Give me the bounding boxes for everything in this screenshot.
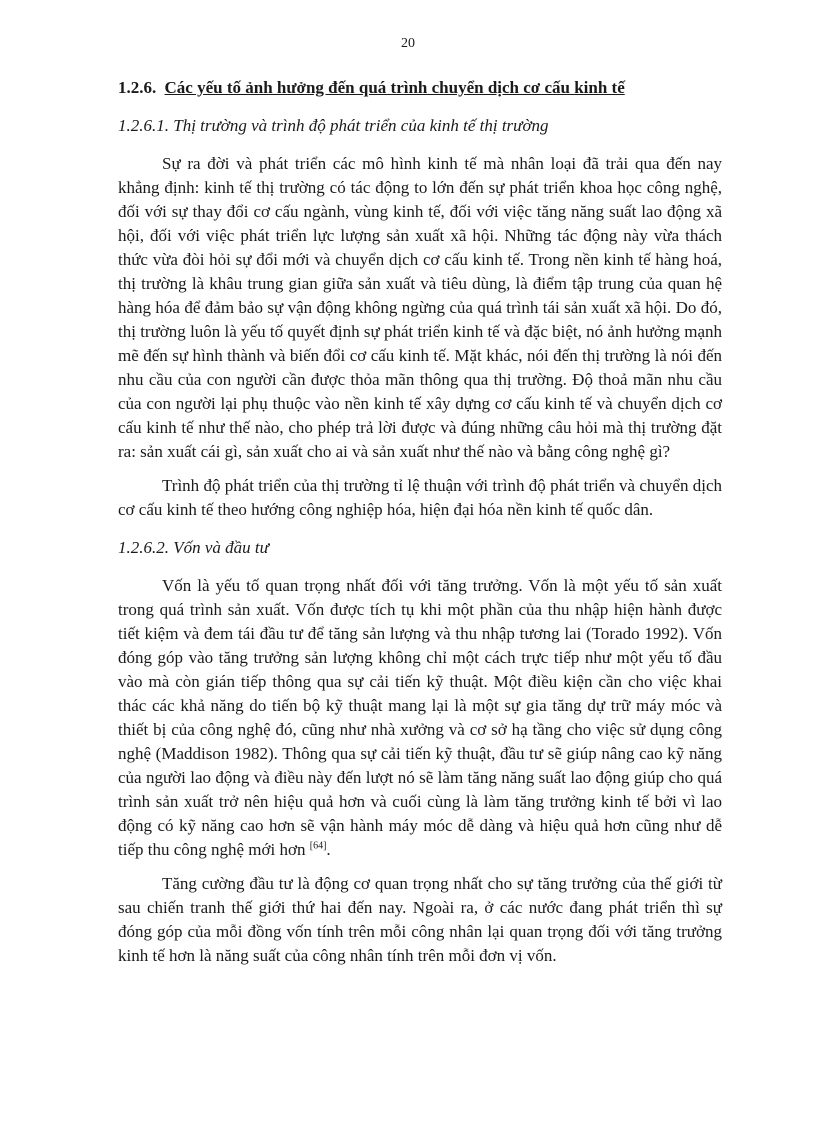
paragraph: Trình độ phát triển của thị trường tỉ lệ thuận với trình độ phát triển và chuyển dịch cơ cấu kinh tế theo hướng công nghiệp hóa, hiện đại hóa nền kinh tế quốc dân. — [118, 476, 722, 519]
section-number: 1.2.6. — [118, 78, 157, 97]
citation-suffix: . — [326, 840, 331, 859]
paragraph: Tăng cường đầu tư là động cơ quan trọng nhất cho sự tăng trưởng của thế giới từ sau chiến tranh thế giới thứ hai đến nay. Ngoài ra, ở các nước đang phát triển thì sự đóng góp của mỗi đồng vốn tính trên mỗi công nhân lại quan trọng đối với tăng trưởng kinh tế hơn là năng suất của công nhân tính trên mỗi đơn vị vốn. — [118, 874, 722, 965]
citation-reference: [64] — [309, 840, 327, 852]
section-heading — [118, 76, 722, 100]
subsection-heading-1: 1.2.6.1. Thị trường và trình độ phát triển của kinh tế thị trường — [118, 116, 549, 135]
paragraph-text: Vốn là yếu tố quan trọng nhất đối với tăng trưởng. Vốn là một yếu tố sản xuất trong quá trình sản xuất. Vốn được tích tụ khi một phần của thu nhập hiện hành được tiết kiệm và đem tái đầu tư để tăng sản lượng và thu nhập tương lai (Torado 1992). Vốn đóng góp vào tăng trưởng sản lượng không chỉ một cách trực tiếp như một yếu tố đầu vào mà còn gián tiếp thông qua sự cải tiến kỹ thuật. Một điều kiện cần cho việc khai thác các khả năng do tiến bộ kỹ thuật mang lại là một sự gia tăng dự trữ máy móc và thiết bị của công nghệ đó, cũng như nhà xưởng và cơ sở hạ tầng cho việc sử dụng công nghệ (Maddison 1982). Thông qua sự cải tiến kỹ thuật, đầu tư sẽ giúp nâng cao kỹ năng của người lao động và điều này đến lượt nó sẽ làm tăng năng suất lao động giúp cho quá trình sản xuất trở nên hiệu quả hơn và cuối cùng là làm tăng trưởng kinh tế bởi vì lao động có kỹ năng cao hơn sẽ vận hành máy móc dễ dàng và hiệu quả hơn cũng như dễ tiếp thu công nghệ mới hơn — [118, 576, 722, 859]
section-title: Các yếu tố ảnh hưởng đến quá trình chuyển dịch cơ cấu kinh tế — [164, 78, 625, 97]
paragraph-with-citation — [118, 574, 722, 862]
subsection-heading-2: 1.2.6.2. Vốn và đầu tư — [118, 538, 269, 557]
paragraph: Sự ra đời và phát triển các mô hình kinh tế mà nhân loại đã trải qua đến nay khẳng định: kinh tế thị trường có tác động to lớn đến sự phát triển khoa học công nghệ, đối với sự thay đổi cơ cấu ngành, vùng kinh tế, đối với việc tăng năng suất lao động xã hội, đối với việc phát triển lực lượng sản xuất xã hội. Những tác động này vừa thách thức vừa đòi hỏi sự đổi mới và chuyển dịch cơ cấu kinh tế. Trong nền kinh tế hàng hoá, thị trường là khâu trung gian giữa sản xuất và tiêu dùng, là điểm tập trung của quan hệ hàng hóa để đảm bảo sự vận động không ngừng của quá trình tái sản xuất xã hội. Do đó, thị trường luôn là yếu tố quyết định sự phát triển kinh tế và đặc biệt, nó ảnh hưởng mạnh mẽ đến sự hình thành và biến đổi cơ cấu kinh tế. Mặt khác, nói đến thị trường là nói đến nhu cầu của con người cần được thỏa mãn thông qua thị trường. Độ thoả mãn nhu cầu của con người lại phụ thuộc vào nền kinh tế xây dựng cơ cấu kinh tế và chuyển dịch cơ cấu kinh tế như thế nào, cho phép trả lời được và đúng những câu hỏi mà thị trường đặt ra: sản xuất cái gì, sản xuất cho ai và sản xuất như thế nào và bằng công nghệ gì? — [118, 154, 722, 461]
page-content — [118, 76, 722, 978]
page-number: 20 — [401, 36, 415, 51]
